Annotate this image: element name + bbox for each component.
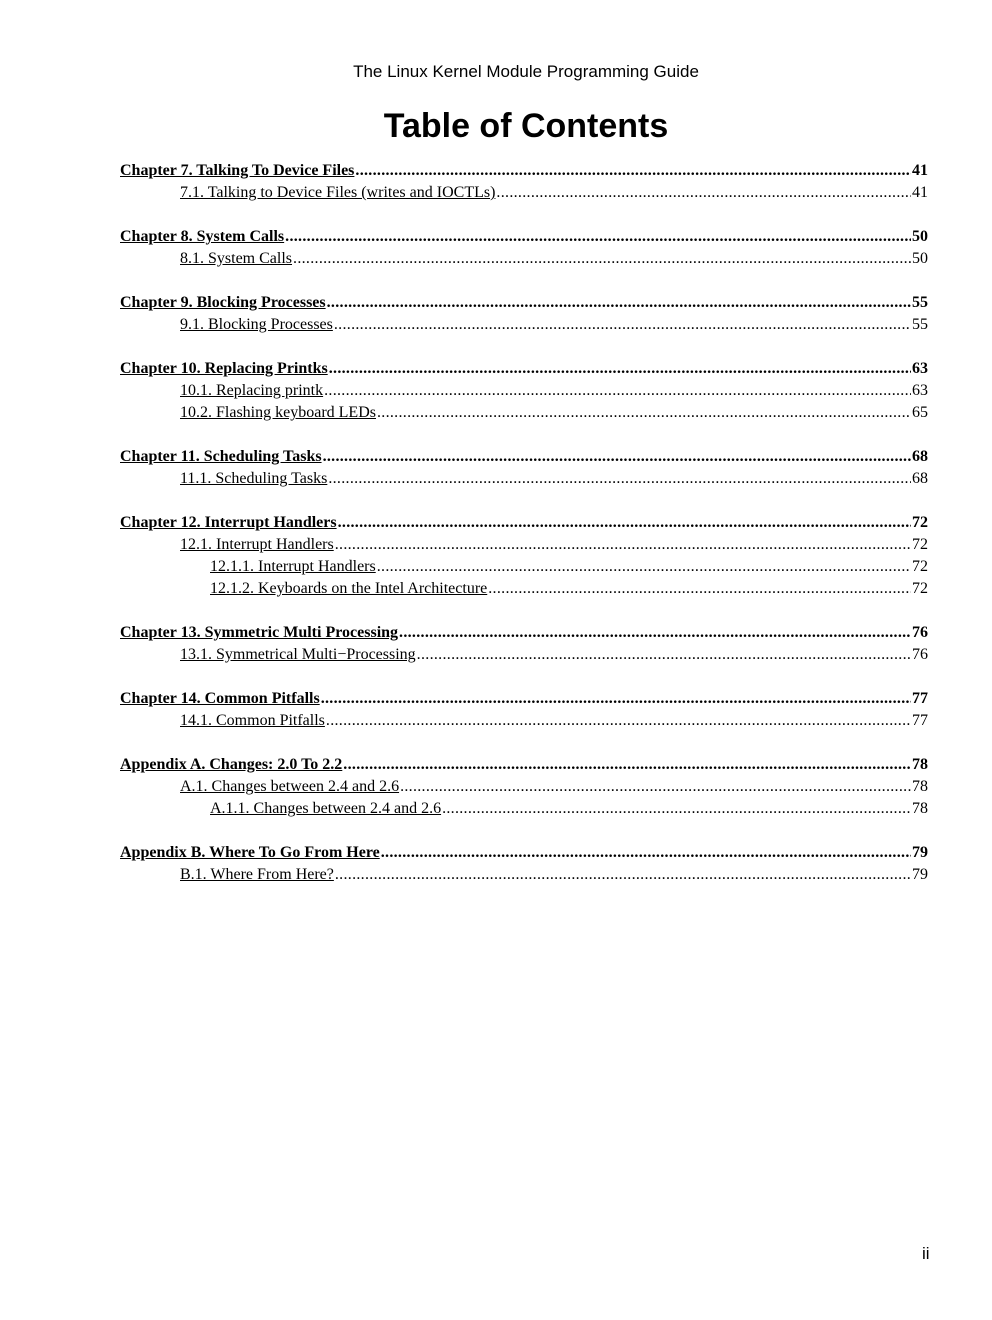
toc-entry-link[interactable]: Appendix B. Where To Go From Here [120, 844, 380, 861]
toc-section-entry [120, 710, 928, 732]
toc-chapter-entry [120, 842, 928, 864]
toc-chapter-entry [120, 446, 928, 468]
toc-entry-link[interactable]: 7.1. Talking to Device Files (writes and IOCTLs) [180, 184, 496, 201]
toc-chapter-entry [120, 622, 928, 644]
toc-page-number: 77 [912, 712, 928, 729]
dot-leader [338, 512, 911, 534]
toc-entry-link[interactable]: Chapter 10. Replacing Printks [120, 360, 328, 377]
toc-page-number: 79 [912, 866, 928, 883]
toc-section-entry [120, 248, 928, 270]
dot-leader [496, 182, 911, 204]
dot-leader [442, 798, 911, 820]
toc-entry-link[interactable]: Chapter 13. Symmetric Multi Processing [120, 624, 399, 641]
toc-entry-link[interactable]: 8.1. System Calls [180, 250, 293, 267]
dot-leader [381, 842, 911, 864]
toc-entry-link[interactable]: 11.1. Scheduling Tasks [180, 470, 328, 487]
toc-page-number: 78 [912, 778, 928, 795]
toc-group [120, 226, 928, 270]
toc-page-number: 72 [912, 558, 928, 575]
toc-section-entry [120, 468, 928, 490]
toc-group [120, 622, 928, 666]
dot-leader [488, 578, 911, 600]
toc-page-number: 72 [912, 536, 928, 553]
toc-page-number: 55 [912, 294, 928, 311]
toc-page-number: 55 [912, 316, 928, 333]
toc-section-entry [120, 380, 928, 402]
toc-page-number: 72 [912, 514, 928, 531]
dot-leader [417, 644, 911, 666]
dot-leader [400, 776, 911, 798]
toc-page-number: 63 [912, 382, 928, 399]
toc-page-number: 78 [912, 800, 928, 817]
dot-leader [285, 226, 911, 248]
toc-entry-link[interactable]: 10.1. Replacing printk [180, 382, 324, 399]
table-of-contents [120, 160, 928, 908]
toc-group [120, 358, 928, 424]
toc-page-number: 79 [912, 844, 928, 861]
dot-leader [328, 468, 911, 490]
page-title: Table of Contents [383, 107, 669, 145]
toc-page-number: 76 [912, 624, 928, 641]
toc-entry-link[interactable]: 14.1. Common Pitfalls [180, 712, 325, 729]
toc-subsection-entry [120, 798, 928, 820]
toc-entry-link[interactable]: Chapter 14. Common Pitfalls [120, 690, 320, 707]
toc-group [120, 688, 928, 732]
toc-group [120, 446, 928, 490]
toc-entry-link[interactable]: 9.1. Blocking Processes [180, 316, 333, 333]
toc-page-number: 63 [912, 360, 928, 377]
toc-group [120, 842, 928, 886]
dot-leader [355, 160, 911, 182]
running-header: The Linux Kernel Module Programming Guide [353, 62, 699, 81]
dot-leader [377, 556, 911, 578]
toc-chapter-entry [120, 688, 928, 710]
toc-entry-link[interactable]: 10.2. Flashing keyboard LEDs [180, 404, 376, 421]
toc-entry-link[interactable]: B.1. Where From Here? [180, 866, 334, 883]
toc-entry-link[interactable]: 13.1. Symmetrical Multi−Processing [180, 646, 416, 663]
dot-leader [293, 248, 911, 270]
toc-subsection-entry [120, 578, 928, 600]
toc-group [120, 754, 928, 820]
toc-page-number: 41 [912, 162, 928, 179]
toc-page-number: 68 [912, 470, 928, 487]
toc-subsection-entry [120, 556, 928, 578]
toc-page-number: 50 [912, 250, 928, 267]
dot-leader [326, 710, 911, 732]
page-number: ii [922, 1244, 930, 1263]
toc-entry-link[interactable]: 12.1. Interrupt Handlers [180, 536, 334, 553]
toc-page-number: 72 [912, 580, 928, 597]
toc-chapter-entry [120, 512, 928, 534]
toc-section-entry [120, 776, 928, 798]
toc-entry-link[interactable]: 12.1.1. Interrupt Handlers [210, 558, 376, 575]
dot-leader [335, 534, 911, 556]
toc-group [120, 160, 928, 204]
toc-page-number: 78 [912, 756, 928, 773]
toc-section-entry [120, 534, 928, 556]
toc-page-number: 41 [912, 184, 928, 201]
toc-entry-link[interactable]: 12.1.2. Keyboards on the Intel Architecture [210, 580, 488, 597]
toc-section-entry [120, 314, 928, 336]
toc-chapter-entry [120, 160, 928, 182]
dot-leader [321, 688, 911, 710]
toc-entry-link[interactable]: Chapter 8. System Calls [120, 228, 285, 245]
toc-section-entry [120, 644, 928, 666]
toc-entry-link[interactable]: A.1.1. Changes between 2.4 and 2.6 [210, 800, 442, 817]
toc-group [120, 292, 928, 336]
toc-group [120, 512, 928, 600]
dot-leader [335, 864, 911, 886]
toc-chapter-entry [120, 292, 928, 314]
dot-leader [324, 380, 911, 402]
toc-page-number: 77 [912, 690, 928, 707]
toc-entry-link[interactable]: Chapter 9. Blocking Processes [120, 294, 326, 311]
toc-page-number: 50 [912, 228, 928, 245]
dot-leader [377, 402, 911, 424]
toc-entry-link[interactable]: A.1. Changes between 2.4 and 2.6 [180, 778, 400, 795]
toc-section-entry [120, 182, 928, 204]
toc-chapter-entry [120, 754, 928, 776]
dot-leader [343, 754, 911, 776]
toc-entry-link[interactable]: Chapter 12. Interrupt Handlers [120, 514, 337, 531]
toc-entry-link[interactable]: Chapter 11. Scheduling Tasks [120, 448, 322, 465]
toc-entry-link[interactable]: Appendix A. Changes: 2.0 To 2.2 [120, 756, 343, 773]
toc-chapter-entry [120, 358, 928, 380]
toc-page-number: 68 [912, 448, 928, 465]
toc-entry-link[interactable]: Chapter 7. Talking To Device Files [120, 162, 355, 179]
toc-chapter-entry [120, 226, 928, 248]
dot-leader [327, 292, 911, 314]
dot-leader [399, 622, 911, 644]
toc-section-entry [120, 864, 928, 886]
toc-page-number: 65 [912, 404, 928, 421]
toc-page-number: 76 [912, 646, 928, 663]
toc-section-entry [120, 402, 928, 424]
dot-leader [334, 314, 911, 336]
dot-leader [323, 446, 911, 468]
dot-leader [329, 358, 911, 380]
